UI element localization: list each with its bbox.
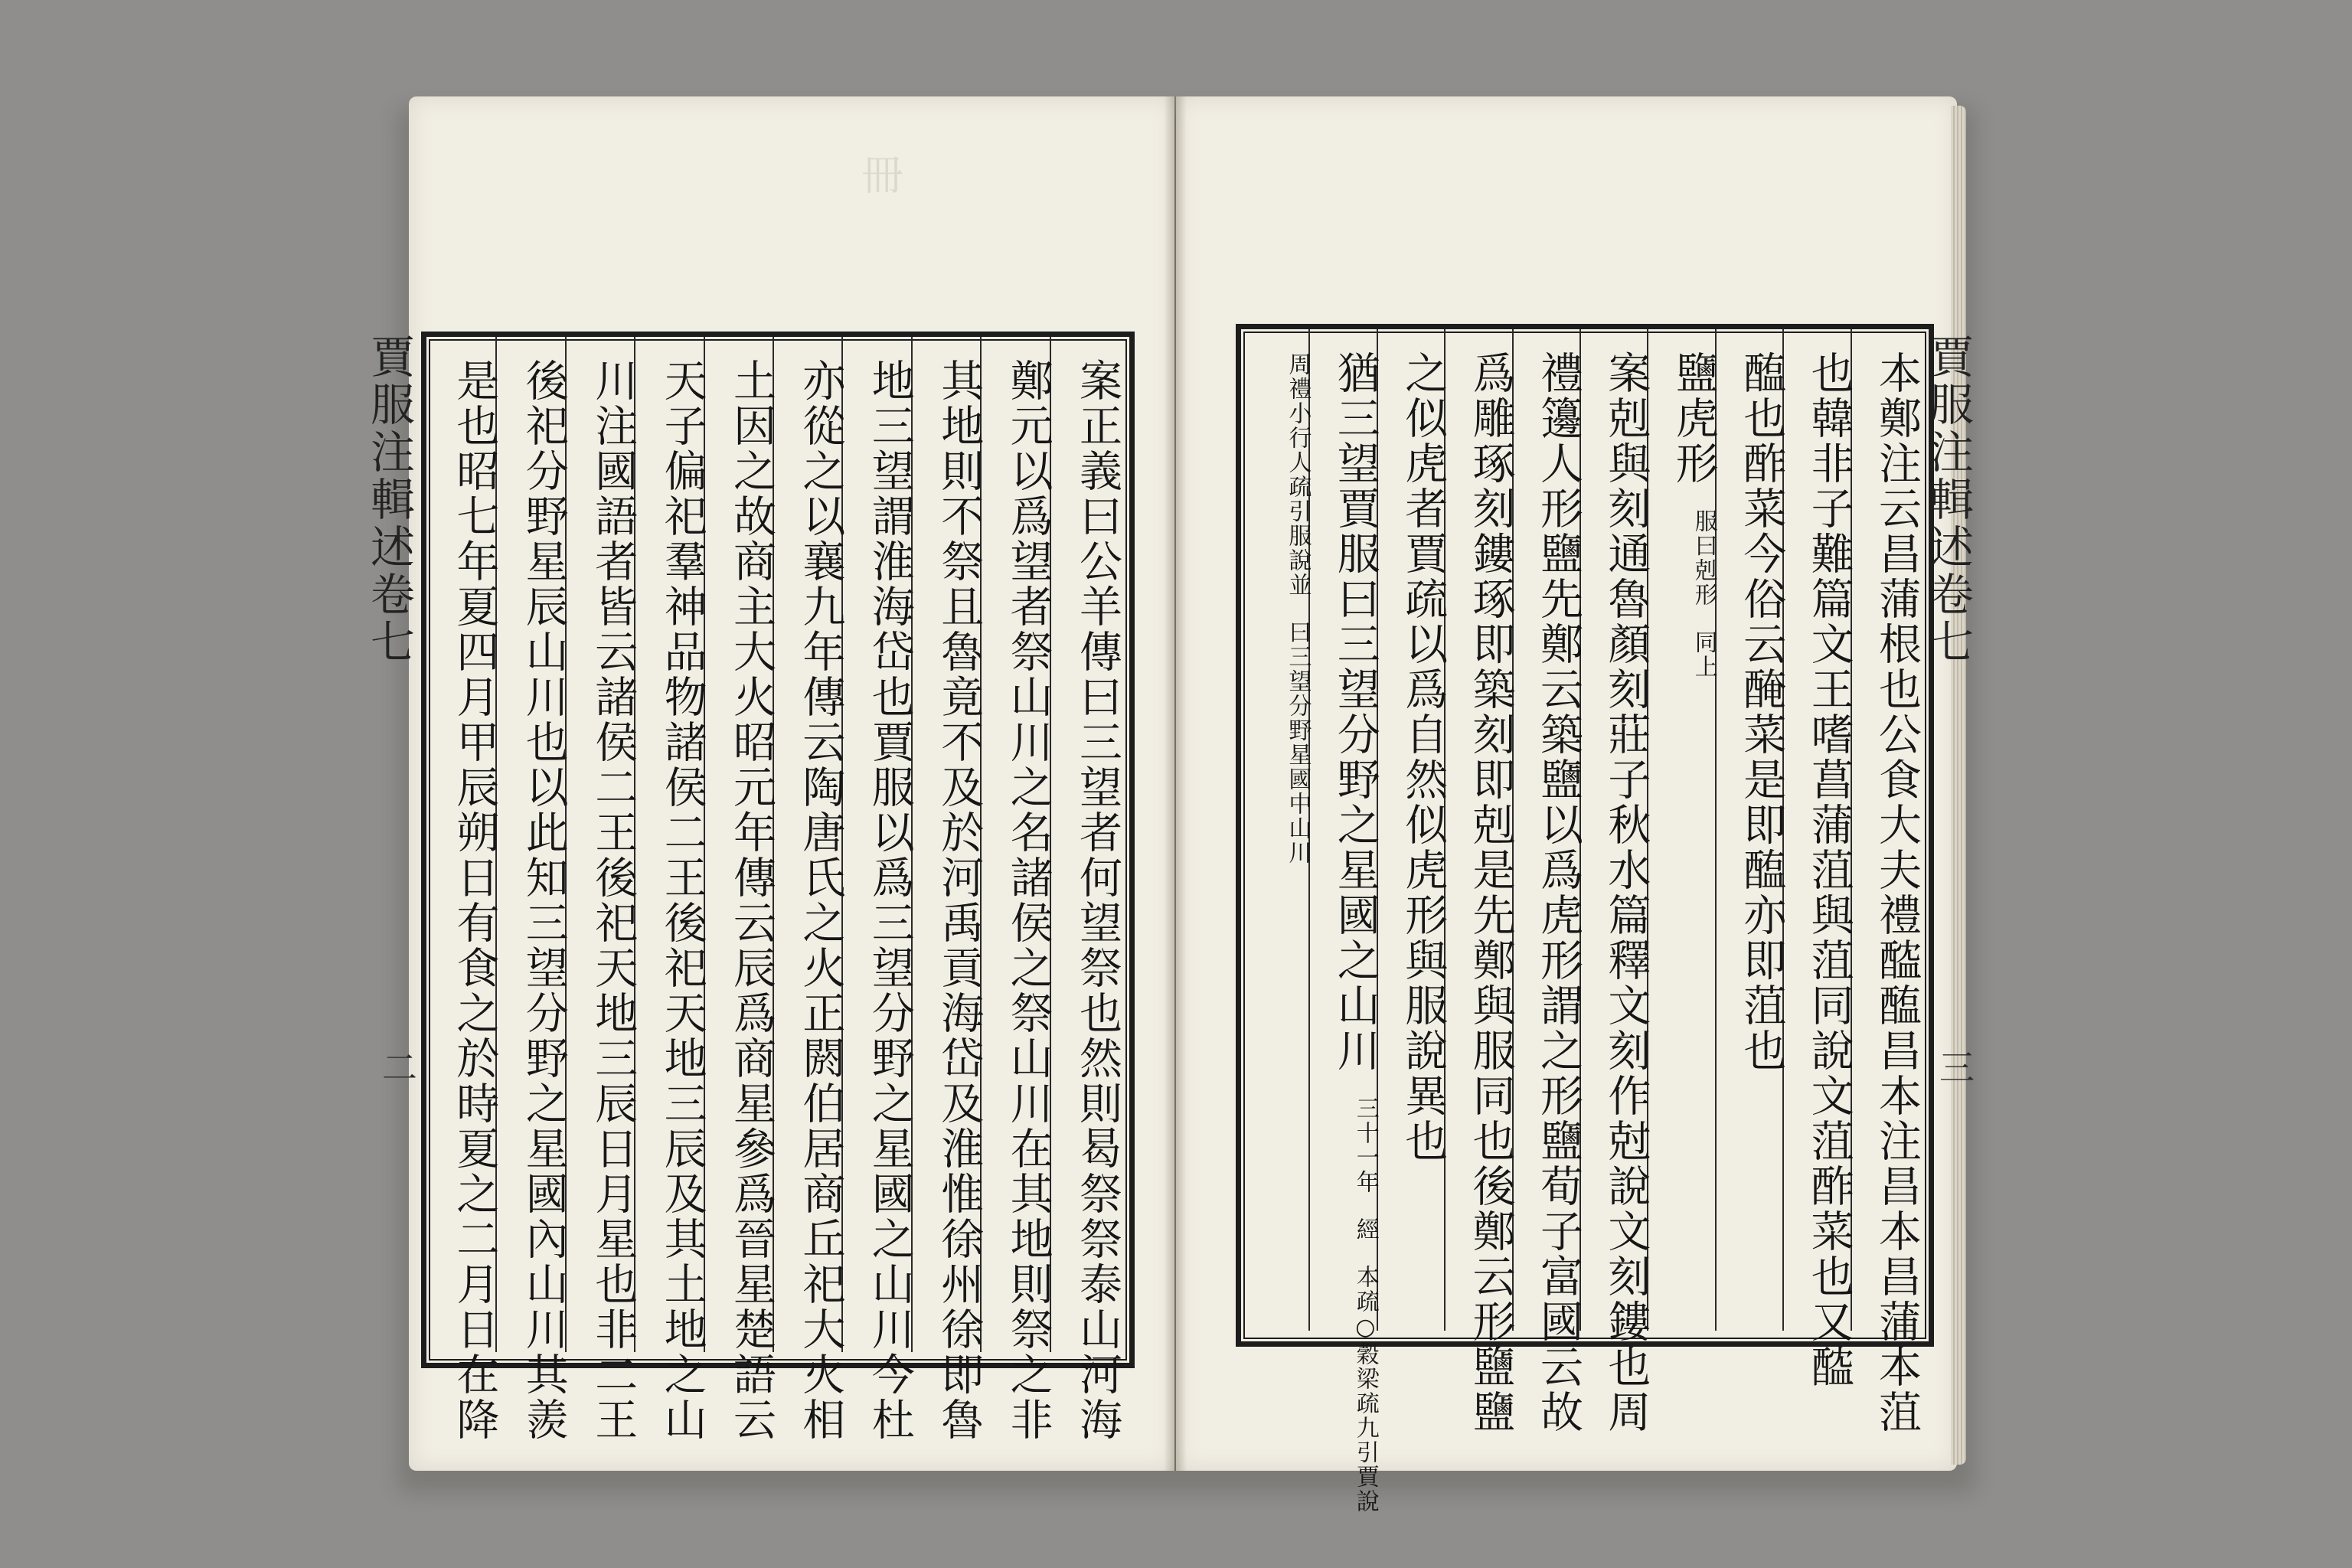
right-page-column (1308, 329, 1380, 1514)
right-volume-label: 卷七 (1922, 571, 1974, 666)
column-main-text: 禮籩人形鹽先鄭云築鹽以爲虎形謂之形鹽荀子富國云故 (1533, 351, 1583, 1435)
left-page-column (841, 337, 915, 1442)
column-main-text: 亦從之以襄九年傳云陶唐氏之火正閼伯居商丘祀大火相 (795, 358, 846, 1442)
column-main-text: 也韓非子難篇文王嗜菖蒲菹與菹同說文菹酢菜也又醓 (1804, 351, 1854, 1390)
column-main-text: 鄭元以爲望者祭山川之名諸侯之祭山川在其地則祭之非 (1003, 358, 1054, 1442)
right-page-column (1241, 329, 1312, 1331)
column-main-text: 地三望謂淮海岱也賈服以爲三望分野之星國之山川今杜 (864, 358, 915, 1442)
left-page-column (495, 337, 569, 1442)
show-through-mark: 冊 (855, 153, 903, 199)
right-folio: 三 (1934, 1049, 1975, 1084)
left-page-column (634, 337, 707, 1442)
right-page-column (1512, 329, 1583, 1435)
column-main-text: 鹽虎形 (1668, 351, 1719, 486)
right-page-column (1851, 329, 1922, 1435)
column-main-text: 川注國語者皆云諸侯二王後祀天地三辰日月星也非二王 (588, 358, 639, 1442)
column-annotation: 經 (1351, 1217, 1379, 1242)
left-text-frame (421, 332, 1135, 1442)
column-main-text: 土因之故商主大火昭元年傳云辰爲商星參爲晉星楚語云 (726, 358, 776, 1442)
column-annotation: 曰三望分野星國中山川 (1284, 620, 1312, 865)
right-text-frame (1236, 324, 1934, 1514)
column-main-text: 醢也酢菜今俗云醃菜是即醢亦即菹也 (1736, 351, 1787, 1073)
column-main-text: 案剋與刻通魯顏刻莊子秋水篇釋文刻作尅說文刻鏤也周 (1601, 351, 1651, 1435)
left-book-heading: 賈服注輯述 (363, 334, 415, 571)
column-annotation: 本疏○穀梁疏九引賈說 (1351, 1265, 1379, 1514)
left-page-column (565, 337, 639, 1442)
column-main-text: 爲雕琢刻鏤琢即築刻即剋是先鄭與服同也後鄭云形鹽鹽 (1465, 351, 1516, 1435)
book-gutter (1164, 96, 1187, 1471)
left-page-column (426, 337, 500, 1442)
column-main-text: 本鄭注云昌蒲根也公食大夫禮醓醢昌本注昌本昌蒲本菹 (1871, 351, 1922, 1435)
column-main-text: 後祀分野星辰山川也以此知三望分野之星國內山川其羨 (518, 358, 569, 1442)
column-main-text: 其地則不祭且魯竟不及於河禹貢海岱及淮惟徐州徐即魯 (934, 358, 985, 1442)
right-page-column (1715, 329, 1787, 1331)
left-page-column (1050, 337, 1122, 1442)
left-banxin (363, 322, 421, 671)
column-annotation: 周禮小行人疏引服說並 (1284, 352, 1312, 597)
column-annotation: 三十一年 (1351, 1096, 1379, 1194)
left-folio: 二 (377, 1049, 418, 1084)
column-main-text: 案正義曰公羊傳曰三望者何望祭也然則曷祭祭泰山河海 (1072, 358, 1122, 1442)
right-page-column (1579, 329, 1651, 1435)
column-main-text: 是也昭七年夏四月甲辰朔日有食之於時夏之二月日在降 (449, 358, 500, 1442)
left-page-column (980, 337, 1054, 1442)
right-page-column (1782, 329, 1854, 1390)
column-main-text: 天子偏祀羣神品物諸侯二王後祀天地三辰及其土地之山 (657, 358, 707, 1442)
right-page-column (1444, 329, 1516, 1435)
right-page-column (1647, 329, 1719, 1331)
column-main-text: 猶三望賈服曰三望分野之星國之山川 (1330, 351, 1380, 1073)
left-page-column (773, 337, 846, 1442)
right-page-column (1377, 329, 1449, 1331)
left-page-column (911, 337, 985, 1442)
left-page-column (704, 337, 776, 1442)
page-edges (1951, 106, 1966, 1465)
right-book-heading: 賈服注輯述 (1922, 334, 1974, 571)
column-annotation: 服曰剋形 (1690, 509, 1717, 607)
column-main-text: 之似虎者賈疏以爲自然似虎形與服說異也 (1398, 351, 1449, 1164)
left-volume-label: 卷七 (363, 571, 415, 666)
column-annotation: 同上 (1690, 630, 1717, 679)
